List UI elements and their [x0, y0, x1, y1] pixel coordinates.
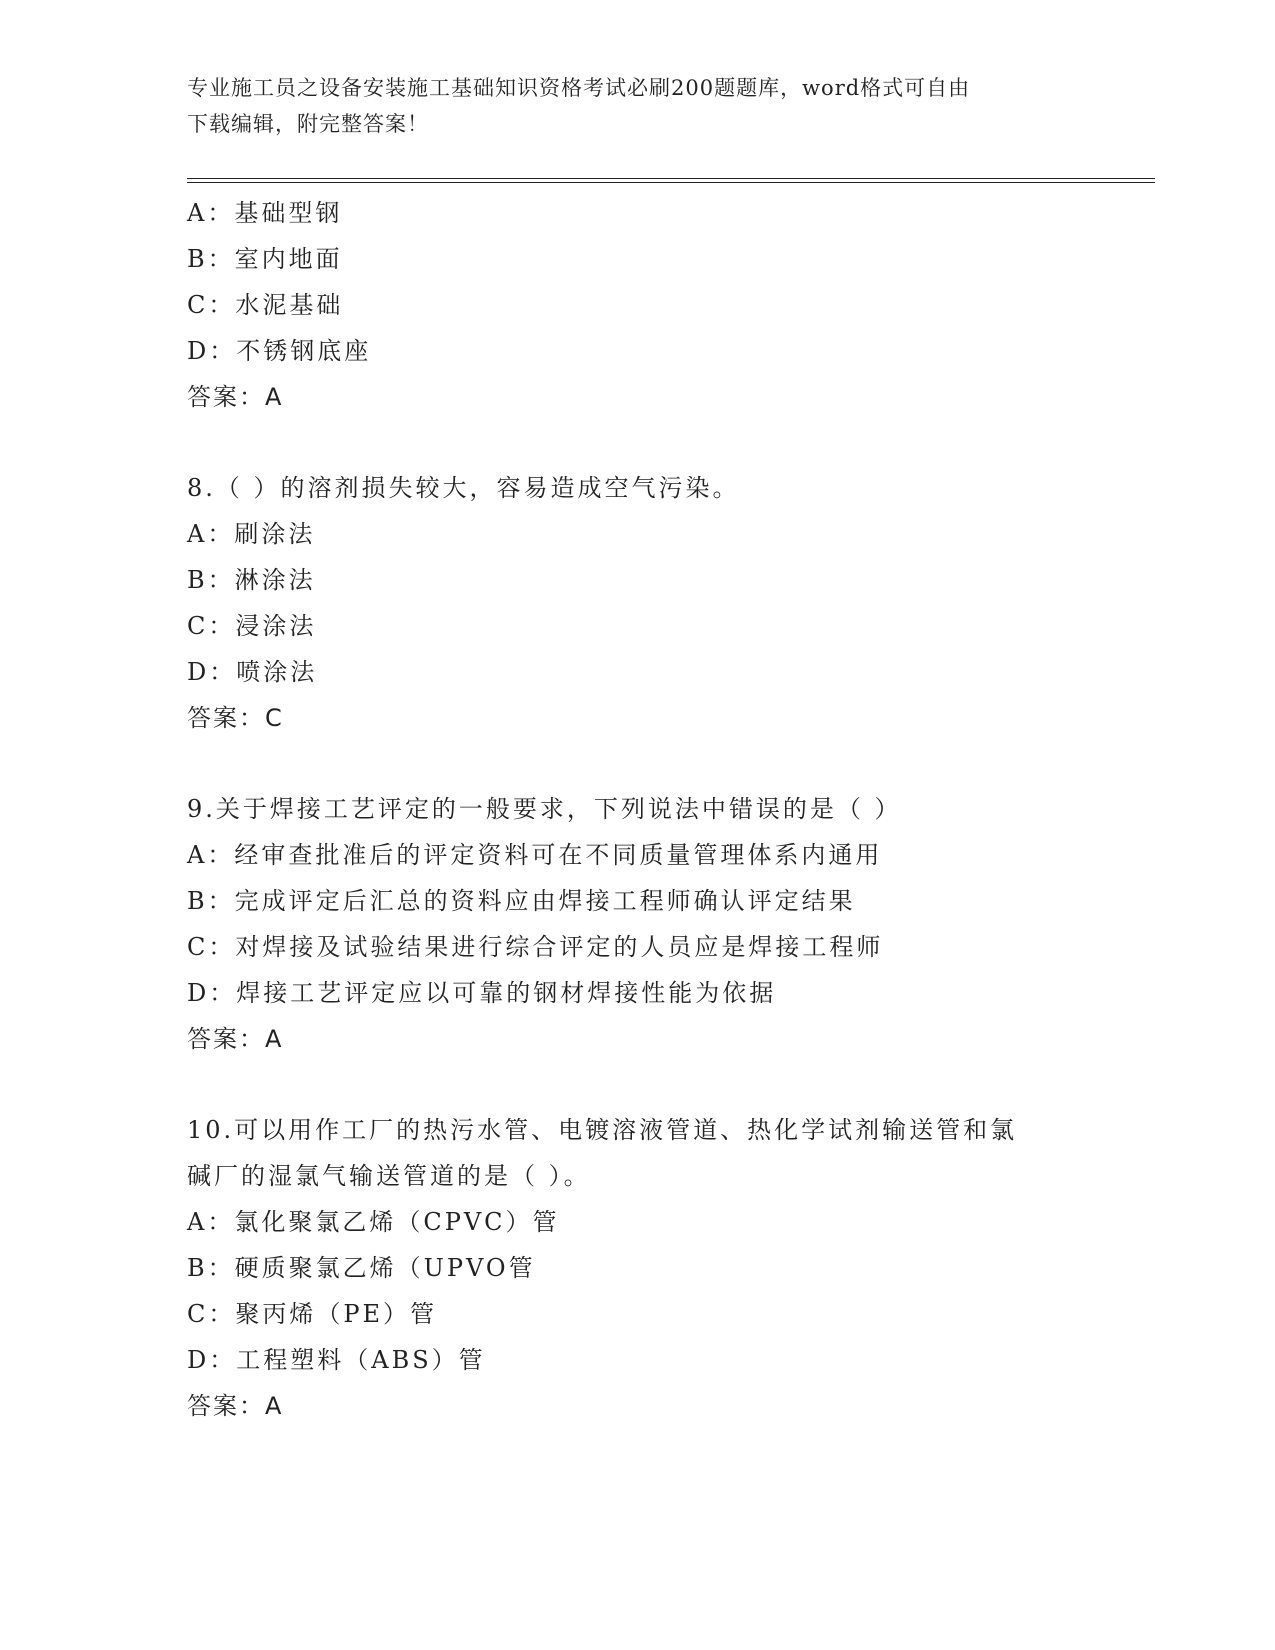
option-a: A：氯化聚氯乙烯（CPVC）管: [187, 1208, 560, 1236]
option-b: B：硬质聚氯乙烯（UPVO管: [187, 1254, 536, 1282]
option-b: B：淋涂法: [187, 566, 316, 594]
header-title-line-2: 下载编辑，附完整答案！: [187, 112, 429, 136]
question-list: [187, 190, 1087, 1429]
document-header: [187, 70, 1067, 142]
question-9: [187, 786, 1087, 1062]
option-c: C：浸涂法: [187, 612, 317, 640]
option-c: C：水泥基础: [187, 291, 344, 319]
option-d: D：不锈钢底座: [187, 337, 372, 365]
question-stem: 8.（ ）的溶剂损失较大，容易造成空气污染。: [187, 474, 740, 502]
option-c: C：对焊接及试验结果进行综合评定的人员应是焊接工程师: [187, 933, 884, 961]
option-a: A：经审查批准后的评定资料可在不同质量管理体系内通用: [187, 841, 883, 869]
option-a: A：刷涂法: [187, 520, 316, 548]
option-a: A：基础型钢: [187, 199, 343, 227]
option-d: D：喷涂法: [187, 658, 318, 686]
header-divider: [187, 178, 1155, 183]
option-b: B：室内地面: [187, 245, 343, 273]
header-title-line-1: 专业施工员之设备安装施工基础知识资格考试必刷200题题库，word格式可自由: [187, 76, 971, 100]
option-d: D：焊接工艺评定应以可靠的钢材焊接性能为依据: [187, 979, 777, 1007]
spacer: [187, 741, 1087, 786]
option-d: D：工程塑料（ABS）管: [187, 1346, 486, 1374]
answer: 答案：A: [187, 1392, 284, 1420]
question-stem-line-1: 10.可以用作工厂的热污水管、电镀溶液管道、热化学试剂输送管和氯: [187, 1116, 1018, 1144]
answer: 答案：A: [187, 383, 284, 411]
answer: 答案：C: [187, 704, 284, 732]
spacer: [187, 420, 1087, 465]
option-c: C：聚丙烯（PE）管: [187, 1300, 438, 1328]
answer: 答案：A: [187, 1025, 284, 1053]
question-7: [187, 190, 1087, 420]
question-10: [187, 1107, 1087, 1429]
option-b: B：完成评定后汇总的资料应由焊接工程师确认评定结果: [187, 887, 856, 915]
question-stem: 9.关于焊接工艺评定的一般要求，下列说法中错误的是（ ）: [187, 795, 902, 823]
spacer: [187, 1062, 1087, 1107]
question-8: [187, 465, 1087, 741]
question-stem-line-2: 碱厂的湿氯气输送管道的是（ ）。: [187, 1162, 591, 1190]
